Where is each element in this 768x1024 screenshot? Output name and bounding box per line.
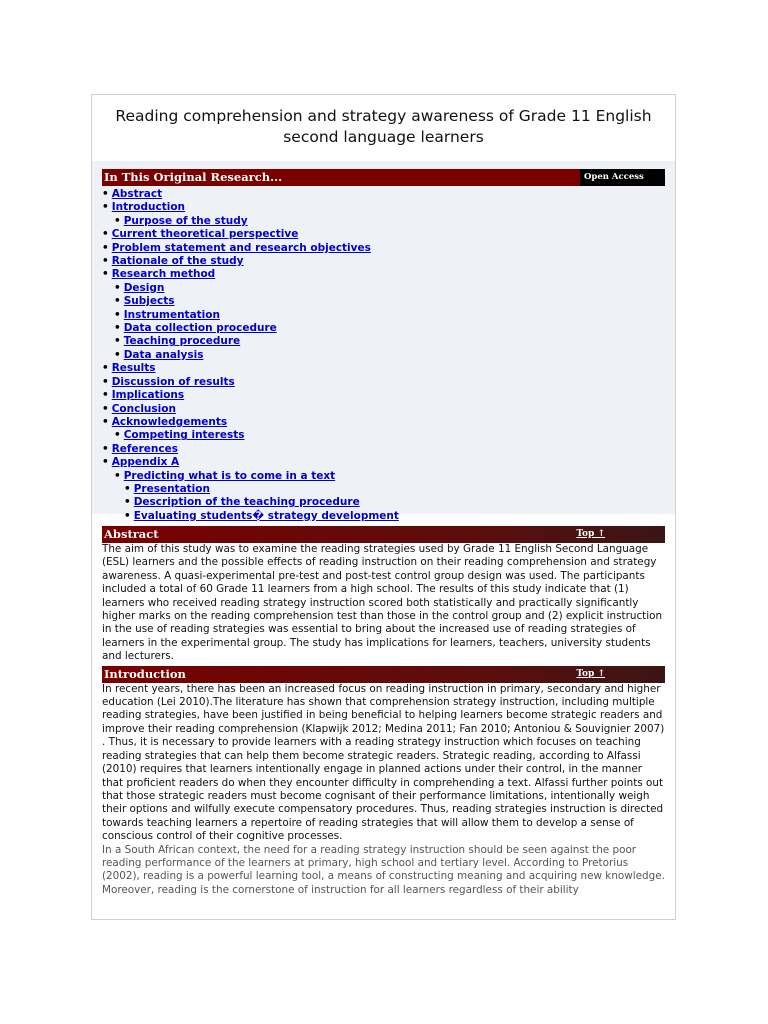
bullet-icon: •	[114, 295, 121, 308]
toc-item	[102, 483, 665, 496]
toc-item	[102, 188, 665, 201]
toc-link[interactable]: Evaluating students� strategy development	[133, 509, 399, 522]
bullet-icon: •	[102, 389, 109, 402]
toc-link[interactable]: Discussion of results	[111, 375, 235, 388]
toc-item	[102, 443, 665, 456]
introduction-section	[92, 666, 675, 898]
toc-link[interactable]: Data analysis	[123, 348, 204, 361]
introduction-top-link[interactable]: Top ↑	[576, 668, 605, 679]
toc-link[interactable]: Description of the teaching procedure	[133, 496, 360, 509]
toc-link[interactable]: Rationale of the study	[111, 255, 244, 268]
bullet-icon: •	[114, 214, 121, 227]
table-of-contents	[92, 161, 675, 522]
toc-item	[102, 362, 665, 375]
toc-link[interactable]: Conclusion	[111, 402, 176, 415]
bullet-icon: •	[114, 308, 121, 321]
toc-item	[102, 201, 665, 214]
bullet-icon: •	[124, 496, 131, 509]
toc-item	[102, 510, 665, 523]
bullet-icon: •	[102, 228, 109, 241]
introduction-heading-bar	[102, 666, 665, 683]
toc-link[interactable]: Predicting what is to come in a text	[123, 469, 336, 482]
toc-item	[102, 215, 665, 228]
toc-item	[102, 429, 665, 442]
toc-list	[102, 188, 665, 523]
article-title: Reading comprehension and strategy awareness of Grade 11 English second language learners	[115, 107, 652, 146]
introduction-heading: Introduction	[104, 666, 186, 681]
bullet-icon: •	[102, 456, 109, 469]
toc-link[interactable]: Design	[123, 281, 165, 294]
toc-item	[102, 389, 665, 402]
toc-item	[102, 242, 665, 255]
bullet-icon: •	[114, 335, 121, 348]
toc-link[interactable]: Results	[111, 362, 156, 375]
toc-link[interactable]: Introduction	[111, 201, 186, 214]
open-access-badge: Open Access	[580, 169, 665, 186]
bullet-icon: •	[114, 322, 121, 335]
toc-item	[102, 295, 665, 308]
abstract-heading: Abstract	[104, 527, 159, 541]
toc-link[interactable]: Current theoretical perspective	[111, 228, 299, 241]
bullet-icon: •	[102, 188, 109, 200]
toc-link[interactable]: Subjects	[123, 295, 175, 308]
toc-link[interactable]: References	[111, 442, 178, 455]
bullet-icon: •	[102, 375, 109, 388]
bullet-icon: •	[102, 402, 109, 415]
toc-link[interactable]: Acknowledgements	[111, 415, 228, 428]
toc-header-label: In This Original Research...	[104, 170, 283, 184]
toc-link[interactable]: Instrumentation	[123, 308, 220, 321]
toc-item	[102, 403, 665, 416]
toc-link[interactable]: Data collection procedure	[123, 322, 277, 335]
bullet-icon: •	[114, 348, 121, 361]
toc-item	[102, 228, 665, 241]
toc-item	[102, 470, 665, 483]
toc-link[interactable]: Research method	[111, 268, 216, 281]
toc-item	[102, 416, 665, 429]
toc-item	[102, 349, 665, 362]
toc-link[interactable]: Implications	[111, 389, 185, 402]
toc-link[interactable]: Competing interests	[123, 429, 245, 442]
toc-link[interactable]: Teaching procedure	[123, 335, 241, 348]
bullet-icon: •	[114, 429, 121, 442]
bullet-icon: •	[102, 362, 109, 375]
bullet-icon: •	[102, 241, 109, 254]
abstract-section	[92, 526, 675, 664]
toc-link[interactable]: Presentation	[133, 482, 210, 495]
toc-header	[102, 169, 665, 186]
toc-item	[102, 456, 665, 469]
toc-link[interactable]: Purpose of the study	[123, 214, 248, 227]
toc-item	[102, 322, 665, 335]
toc-item	[102, 496, 665, 509]
introduction-paragraph-2: In a South African context, the need for a reading strategy instruction should be seen against the poor reading performance of the learners at primary, high school and tertiary level. According to Pretorius (2002), reading is a powerful learning tool, a means of constructing meaning and acquiring new knowledge. Moreover, reading is the cornerstone of instruction for all learners regardless of their ability	[102, 843, 665, 896]
toc-link[interactable]: Problem statement and research objectives	[111, 241, 371, 254]
toc-item	[102, 268, 665, 281]
toc-link[interactable]: Appendix A	[111, 456, 180, 469]
toc-item	[102, 282, 665, 295]
bullet-icon: •	[102, 268, 109, 281]
toc-item	[102, 335, 665, 348]
article-page	[91, 94, 676, 920]
introduction-paragraph-1: In recent years, there has been an increased focus on reading instruction in primary, secondary and higher education (Lei 2010).The literature has shown that comprehension strategy instruction, including multiple reading strategies, have been justified in being beneficial to helping learners become strategic readers and improve their reading comprehension (Klapwijk 2012; Medina 2011; Fan 2010; Antoniou & Souvignier 2007) . Thus, it is necessary to provide learners with a reading strategy instruction which focuses on teaching reading strategies that can help them become strategic readers. Strategic reading, according to Alfassi (2010) requires that learners intentionally engage in planned actions under their control, in the manner that proficient readers do when they encounter difficulty in comprehending a text. Alfassi further points out that those strategic readers must become cognisant of their performance limitations, intentionally weigh their options and wilfully execute compensatory procedures. Thus, reading strategies instruction is directed towards teaching learners a repertoire of reading strategies that will allow them to develop a sense of conscious control of their cognitive processes.	[102, 682, 665, 843]
toc-item	[102, 376, 665, 389]
abstract-top-link[interactable]: Top ↑	[576, 529, 605, 539]
bullet-icon: •	[114, 469, 121, 482]
bullet-icon: •	[124, 482, 131, 495]
toc-item	[102, 309, 665, 322]
abstract-heading-bar	[102, 526, 665, 543]
toc-link[interactable]: Abstract	[111, 188, 163, 200]
abstract-text: The aim of this study was to examine the reading strategies used by Grade 11 English Second Language (ESL) learners and the possible effects of reading instruction on their reading comprehension and strategy awareness. A quasi-experimental pre-test and post-test control group design was used. The participants included a total of 60 Grade 11 learners from a high school. The results of this study indicate that (1) learners who received reading strategy instruction scored both statistically and practically significantly higher marks on the reading comprehension test than those in the control group and (2) explicit instruction in the use of reading strategies was essential to bring about the increased use of reading strategies of learners in the experimental group. The study has implications for learners, teachers, university students and lecturers.	[102, 543, 663, 663]
toc-item	[102, 255, 665, 268]
bullet-icon: •	[102, 255, 109, 268]
bullet-icon: •	[124, 509, 131, 522]
bullet-icon: •	[102, 415, 109, 428]
bullet-icon: •	[114, 281, 121, 294]
bullet-icon: •	[102, 201, 109, 214]
bullet-icon: •	[102, 442, 109, 455]
